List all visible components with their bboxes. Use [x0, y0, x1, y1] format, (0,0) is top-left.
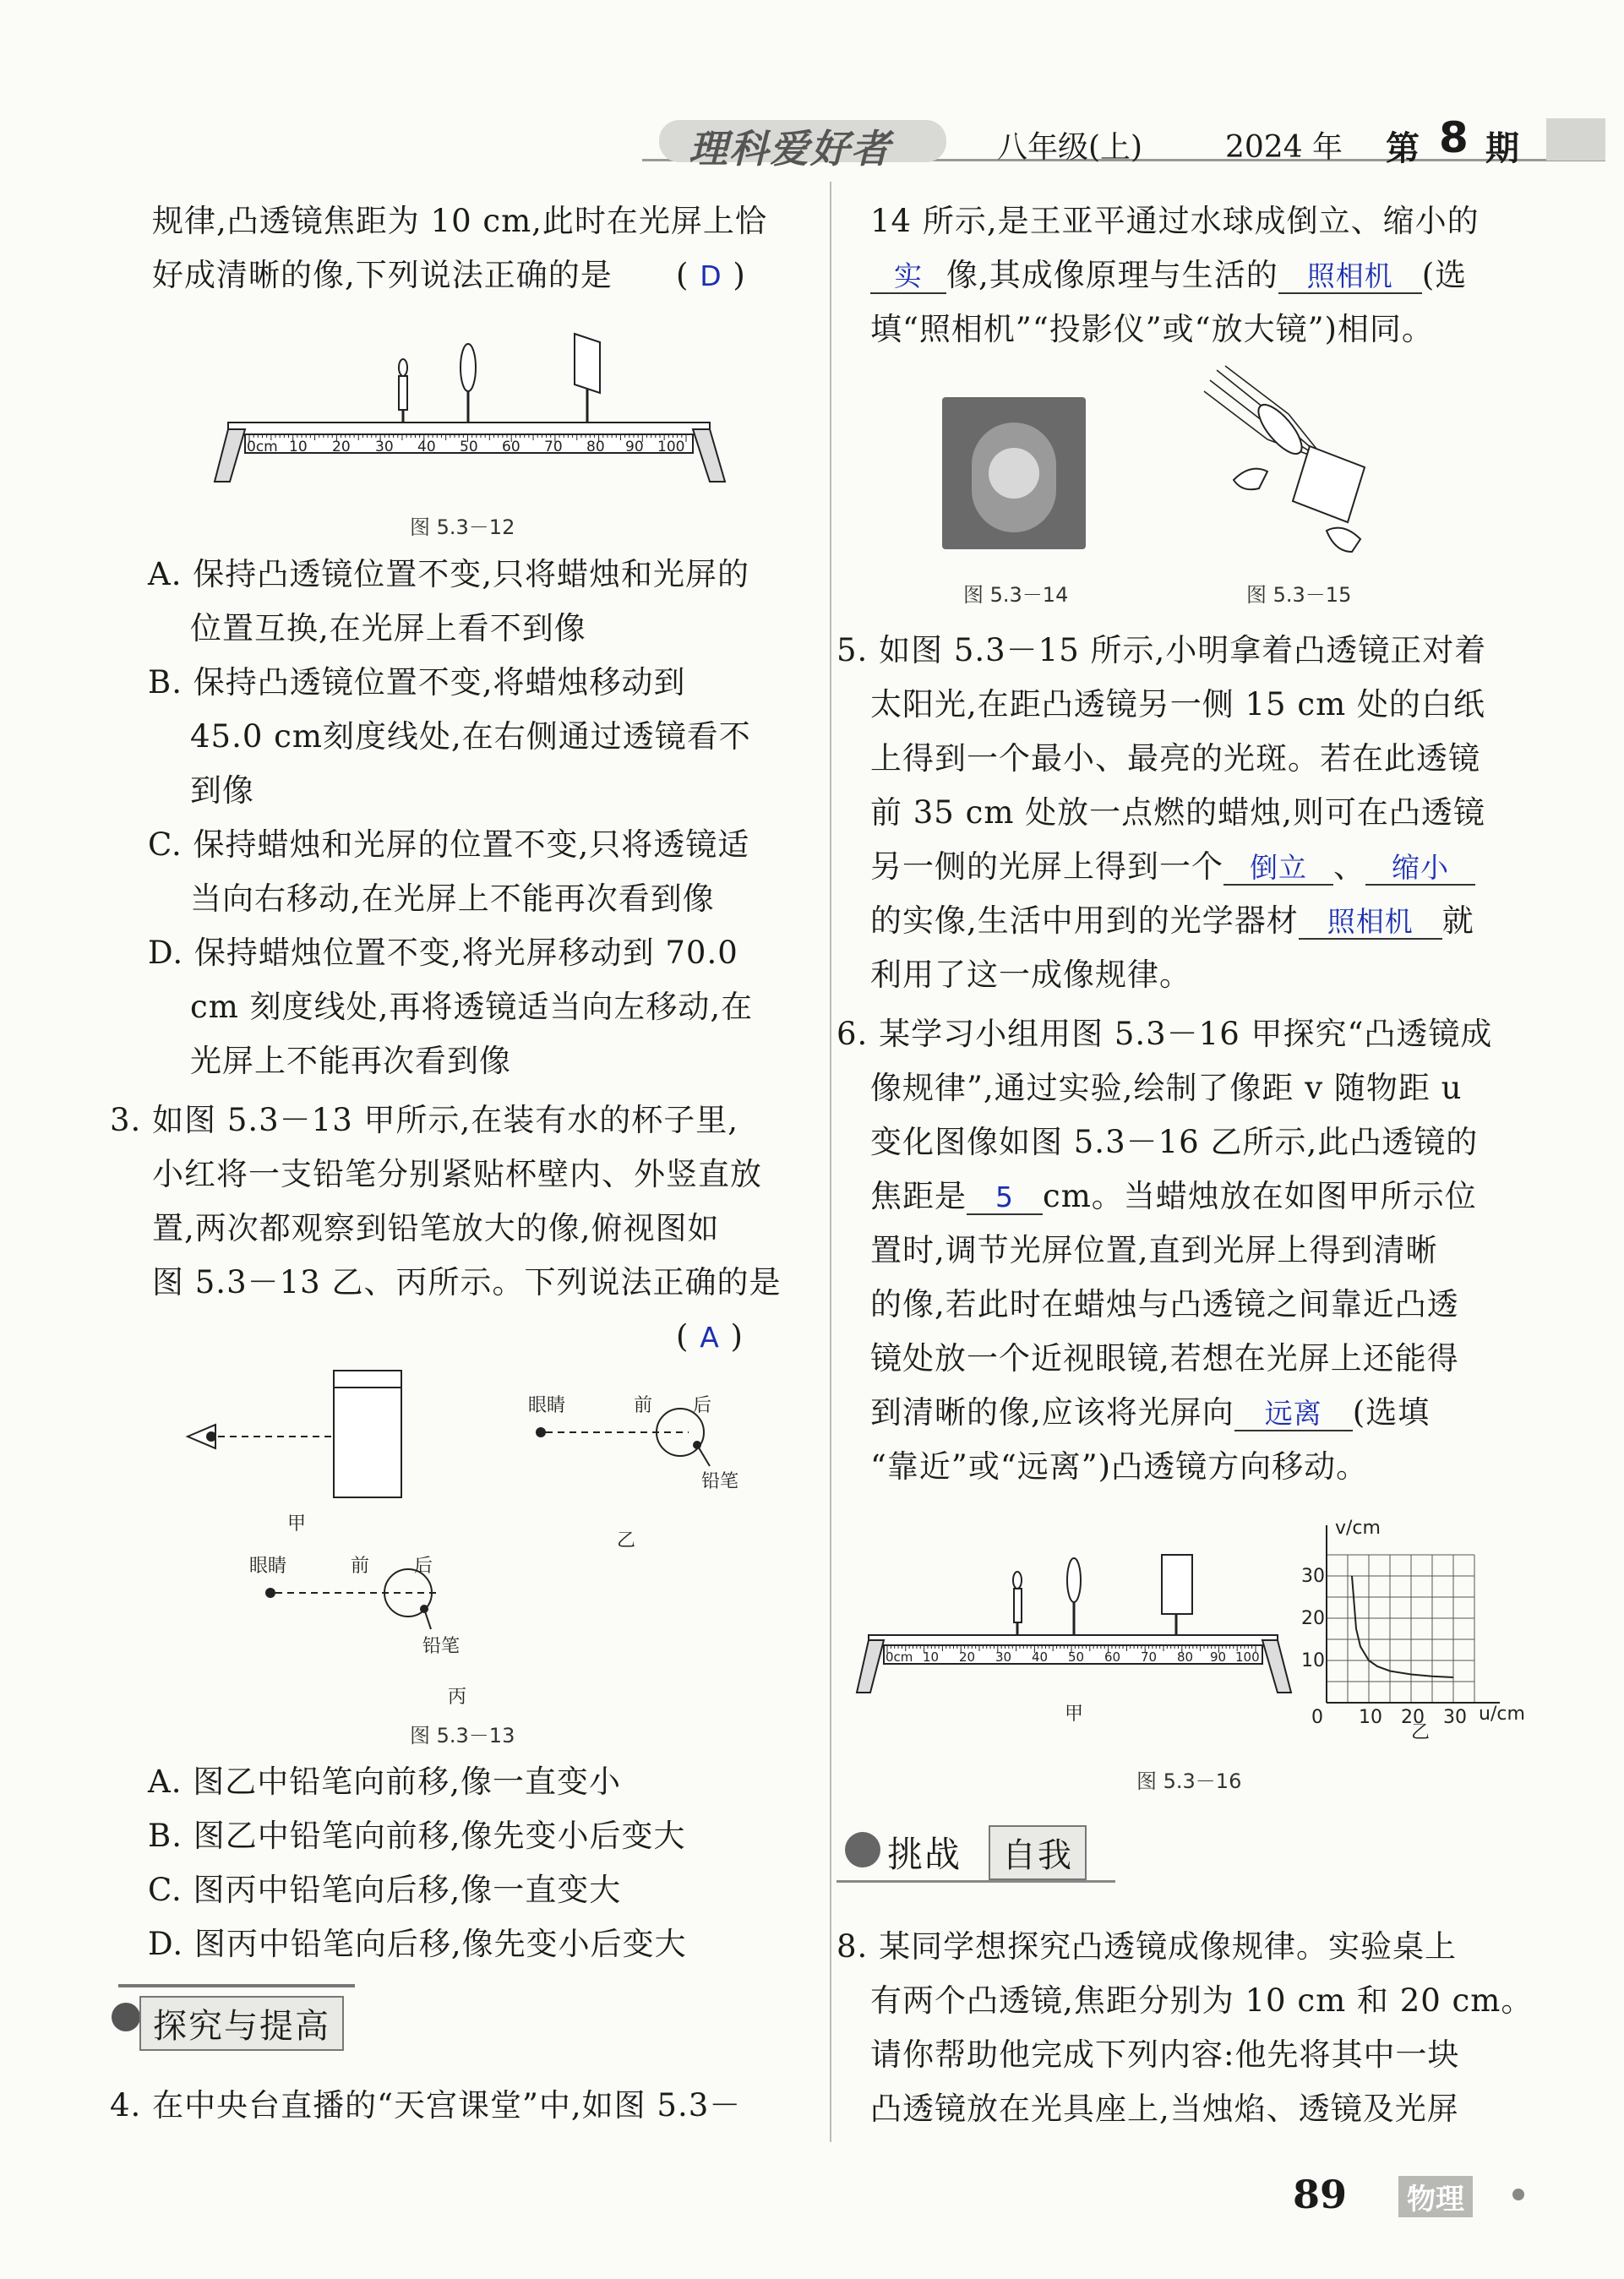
q6-line7: 镜处放一个近视眼镜,若想在光屏上还能得: [870, 1340, 1459, 1377]
y-tick-label: 20: [1301, 1608, 1325, 1629]
q2-option-b-1: B. 保持凸透镜位置不变,将蜡烛移动到: [148, 664, 686, 701]
q5-line1: 5. 如图 5.3－15 所示,小明拿着凸透镜正对着: [837, 632, 1487, 668]
issue-prefix: 第: [1386, 129, 1420, 168]
q3-option-b: B. 图乙中铅笔向前移,像先变小后变大: [148, 1818, 686, 1854]
q2-option-d-3: 光屏上不能再次看到像: [190, 1043, 511, 1079]
ruler-label: 70: [1141, 1649, 1158, 1665]
grade-label: 八年级(上): [997, 130, 1143, 165]
x-tick-label: 20: [1401, 1707, 1425, 1728]
q3-stem-2: 小红将一支铅笔分别紧贴杯壁内、外竖直放: [152, 1156, 762, 1192]
q5-blank-1: 倒立: [1250, 851, 1307, 884]
q6-blank-2: 远离: [1264, 1397, 1322, 1430]
q5-line7: 利用了这一成像规律。: [870, 957, 1191, 993]
hand-icon: [1234, 469, 1267, 490]
x-tick-label: 30: [1443, 1707, 1467, 1728]
label-front: 前: [634, 1395, 653, 1416]
q3-answer: ( A ): [676, 1318, 744, 1355]
ruler-label: 50: [1068, 1649, 1085, 1665]
ruler-label: 30: [995, 1649, 1012, 1665]
y-tick-label: 30: [1301, 1566, 1325, 1587]
label-yi: 乙: [1411, 1722, 1431, 1743]
q6-line5: 置时,调节光屏位置,直到光屏上得到清晰: [870, 1232, 1438, 1268]
figure-5-3-16-yi-chart: [1293, 1517, 1538, 1745]
candle-flame: [399, 359, 407, 376]
q6-blank-1: 5: [995, 1180, 1014, 1213]
label-pencil: 铅笔: [422, 1636, 460, 1657]
ruler-label: 80: [1177, 1649, 1194, 1665]
year-label: 2024 年: [1225, 130, 1343, 165]
axis-lines: [1327, 1525, 1500, 1703]
figure-5-3-15-caption: 图 5.3－15: [1246, 583, 1352, 607]
ruler-label: 20: [332, 439, 351, 455]
q3-stem-1: 3. 如图 5.3－13 甲所示,在装有水的杯子里,: [110, 1102, 739, 1138]
figure-5-3-12: [211, 330, 735, 499]
v-u-curve: [1352, 1576, 1453, 1677]
q4-line2: 实 像,其成像原理与生活的 照相机 (选: [870, 255, 1467, 296]
q6-line2: 像规律”,通过实验,绘制了像距 v 随物距 u: [870, 1070, 1463, 1106]
q6-line6: 的像,若此时在蜡烛与凸透镜之间靠近凸透: [870, 1286, 1459, 1322]
issue-number: 8: [1439, 113, 1469, 162]
q3-stem-3: 置,两次都观察到铅笔放大的像,俯视图如: [152, 1210, 720, 1246]
q2-answer: ( D ): [676, 257, 746, 293]
label-jia: 甲: [1065, 1704, 1084, 1725]
ruler-label: 60: [1104, 1649, 1121, 1665]
ruler-label: 90: [625, 439, 644, 455]
section2-icon: [845, 1832, 880, 1867]
q2-option-d-1: D. 保持蜡烛位置不变,将光屏移动到 70.0: [148, 935, 738, 971]
q3-option-c: C. 图丙中铅笔向后移,像一直变大: [148, 1872, 622, 1908]
label-bing: 丙: [448, 1687, 467, 1708]
figure-5-3-15: [1200, 362, 1386, 556]
q6-line4: 焦距是 5 cm。当蜡烛放在如图甲所示位: [870, 1178, 1477, 1214]
ruler-label: 0cm: [247, 439, 278, 455]
q2-option-a-1: A. 保持凸透镜位置不变,只将蜡烛和光屏的: [148, 556, 750, 592]
figure-5-3-13: [169, 1360, 777, 1732]
y-tick-label: 10: [1301, 1650, 1325, 1671]
figure-5-3-16-jia: [853, 1542, 1293, 1728]
lens: [460, 344, 476, 391]
ruler-label: 70: [544, 439, 563, 455]
figure-5-3-13-caption: 图 5.3－13: [410, 1724, 515, 1747]
candle: [399, 376, 407, 410]
q8-line1: 8. 某同学想探究凸透镜成像规律。实验桌上: [837, 1928, 1458, 1965]
q3-option-d: D. 图丙中铅笔向后移,像先变小后变大: [148, 1926, 687, 1962]
section-icon: [112, 2003, 140, 2031]
column-divider: [830, 182, 831, 2142]
q5-line4: 前 35 cm 处放一点燃的蜡烛,则可在凸透镜: [870, 794, 1485, 831]
figure-5-3-12-caption: 图 5.3－12: [410, 515, 515, 539]
ruler-label: 40: [417, 439, 436, 455]
ruler-label: 50: [460, 439, 478, 455]
q2-option-a-2: 位置互换,在光屏上看不到像: [190, 610, 586, 646]
q2-intro-line1: 规律,凸透镜焦距为 10 cm,此时在光屏上恰: [152, 203, 767, 239]
label-eye: 眼睛: [249, 1556, 287, 1577]
brand-title: 理科爱好者: [689, 126, 891, 172]
q5-line6: 的实像,生活中用到的光学器材 照相机 就: [870, 902, 1474, 939]
q5-line2: 太阳光,在距凸透镜另一侧 15 cm 处的白纸: [870, 686, 1485, 722]
x-tick-label: 0: [1311, 1707, 1323, 1728]
label-front: 前: [351, 1556, 370, 1577]
q6-line9: “靠近”或“远离”)凸透镜方向移动。: [870, 1448, 1369, 1485]
water-glass: [334, 1371, 401, 1497]
ruler-label: 10: [289, 439, 308, 455]
label-jia: 甲: [287, 1513, 307, 1535]
figure-5-3-14-photo: [942, 397, 1086, 549]
label-back: 后: [414, 1556, 433, 1577]
q8-line4: 凸透镜放在光具座上,当烛焰、透镜及光屏: [870, 2091, 1459, 2127]
ruler-label: 0cm: [886, 1649, 913, 1665]
label-eye: 眼睛: [528, 1395, 566, 1416]
section2-title-a: 挑战: [887, 1834, 962, 1875]
y-axis-label: v/cm: [1335, 1518, 1381, 1539]
ruler-label: 60: [502, 439, 520, 455]
section2-title-b: 自我: [989, 1825, 1087, 1880]
q2-option-b-3: 到像: [190, 772, 254, 809]
q5-blank-2: 缩小: [1392, 851, 1449, 884]
figure-5-3-16-caption: 图 5.3－16: [1136, 1769, 1242, 1793]
q6-line1: 6. 某学习小组用图 5.3－16 甲探究“凸透镜成: [837, 1016, 1493, 1052]
figure-5-3-14-caption: 图 5.3－14: [963, 583, 1069, 607]
q4-start: 4. 在中央台直播的“天宫课堂”中,如图 5.3－: [110, 2087, 742, 2124]
ruler-label: 40: [1032, 1649, 1049, 1665]
q2-option-b-2: 45.0 cm刻度线处,在右侧通过透镜看不: [190, 718, 751, 755]
q5-line5: 另一侧的光屏上得到一个 倒立 、 缩小: [870, 847, 1475, 887]
page-number: 89: [1293, 2172, 1348, 2217]
ruler-label: 10: [923, 1649, 940, 1665]
white-paper: [1293, 446, 1365, 522]
q8-line3: 请你帮助他完成下列内容:他先将其中一块: [870, 2036, 1460, 2073]
q6-line3: 变化图像如图 5.3－16 乙所示,此凸透镜的: [870, 1124, 1479, 1160]
q2-option-c-1: C. 保持蜡烛和光屏的位置不变,只将透镜适: [148, 826, 750, 863]
ruler-label: 90: [1210, 1649, 1227, 1665]
page-header: [642, 113, 1605, 174]
ruler-label: 100: [657, 439, 685, 455]
hand-icon: [1327, 528, 1360, 552]
label-pencil: 铅笔: [701, 1471, 739, 1492]
q3-option-a: A. 图乙中铅笔向前移,像一直变小: [148, 1764, 622, 1800]
q2-option-c-2: 当向右移动,在光屏上不能再次看到像: [190, 881, 715, 917]
q2-option-d-2: cm 刻度线处,再将透镜适当向左移动,在: [190, 989, 754, 1025]
x-axis-label: u/cm: [1479, 1704, 1525, 1725]
section-divider: [118, 1984, 355, 1987]
ruler-label: 100: [1235, 1649, 1260, 1665]
q8-line2: 有两个凸透镜,焦距分别为 10 cm 和 20 cm。: [870, 1982, 1534, 2019]
label-back: 后: [693, 1395, 712, 1416]
q2-intro-line2: 好成清晰的像,下列说法正确的是: [152, 257, 613, 293]
issue-suffix: 期: [1485, 129, 1519, 168]
q4-blank-2: 照相机: [1306, 259, 1393, 292]
q5-blank-3: 照相机: [1327, 905, 1414, 938]
q4-blank-1: 实: [894, 259, 923, 292]
footer-dot-icon: [1512, 2189, 1524, 2200]
light-screen: [575, 334, 600, 393]
subject-tag: 物理: [1398, 2176, 1473, 2217]
q5-line3: 上得到一个最小、最亮的光斑。若在此透镜: [870, 740, 1480, 777]
section-title: 探究与提高: [139, 1996, 344, 2051]
q6-line8: 到清晰的像,应该将光屏向 远离 (选填: [870, 1394, 1431, 1431]
ruler-label: 30: [375, 439, 394, 455]
ruler-label: 80: [586, 439, 605, 455]
q3-stem-4: 图 5.3－13 乙、丙所示。下列说法正确的是: [152, 1264, 782, 1300]
label-yi: 乙: [617, 1530, 636, 1551]
q4-line1: 14 所示,是王亚平通过水球成倒立、缩小的: [870, 203, 1480, 239]
ruler-label: 20: [959, 1649, 976, 1665]
q4-line3: 填“照相机”“投影仪”或“放大镜”)相同。: [870, 311, 1434, 347]
x-tick-label: 10: [1359, 1707, 1382, 1728]
